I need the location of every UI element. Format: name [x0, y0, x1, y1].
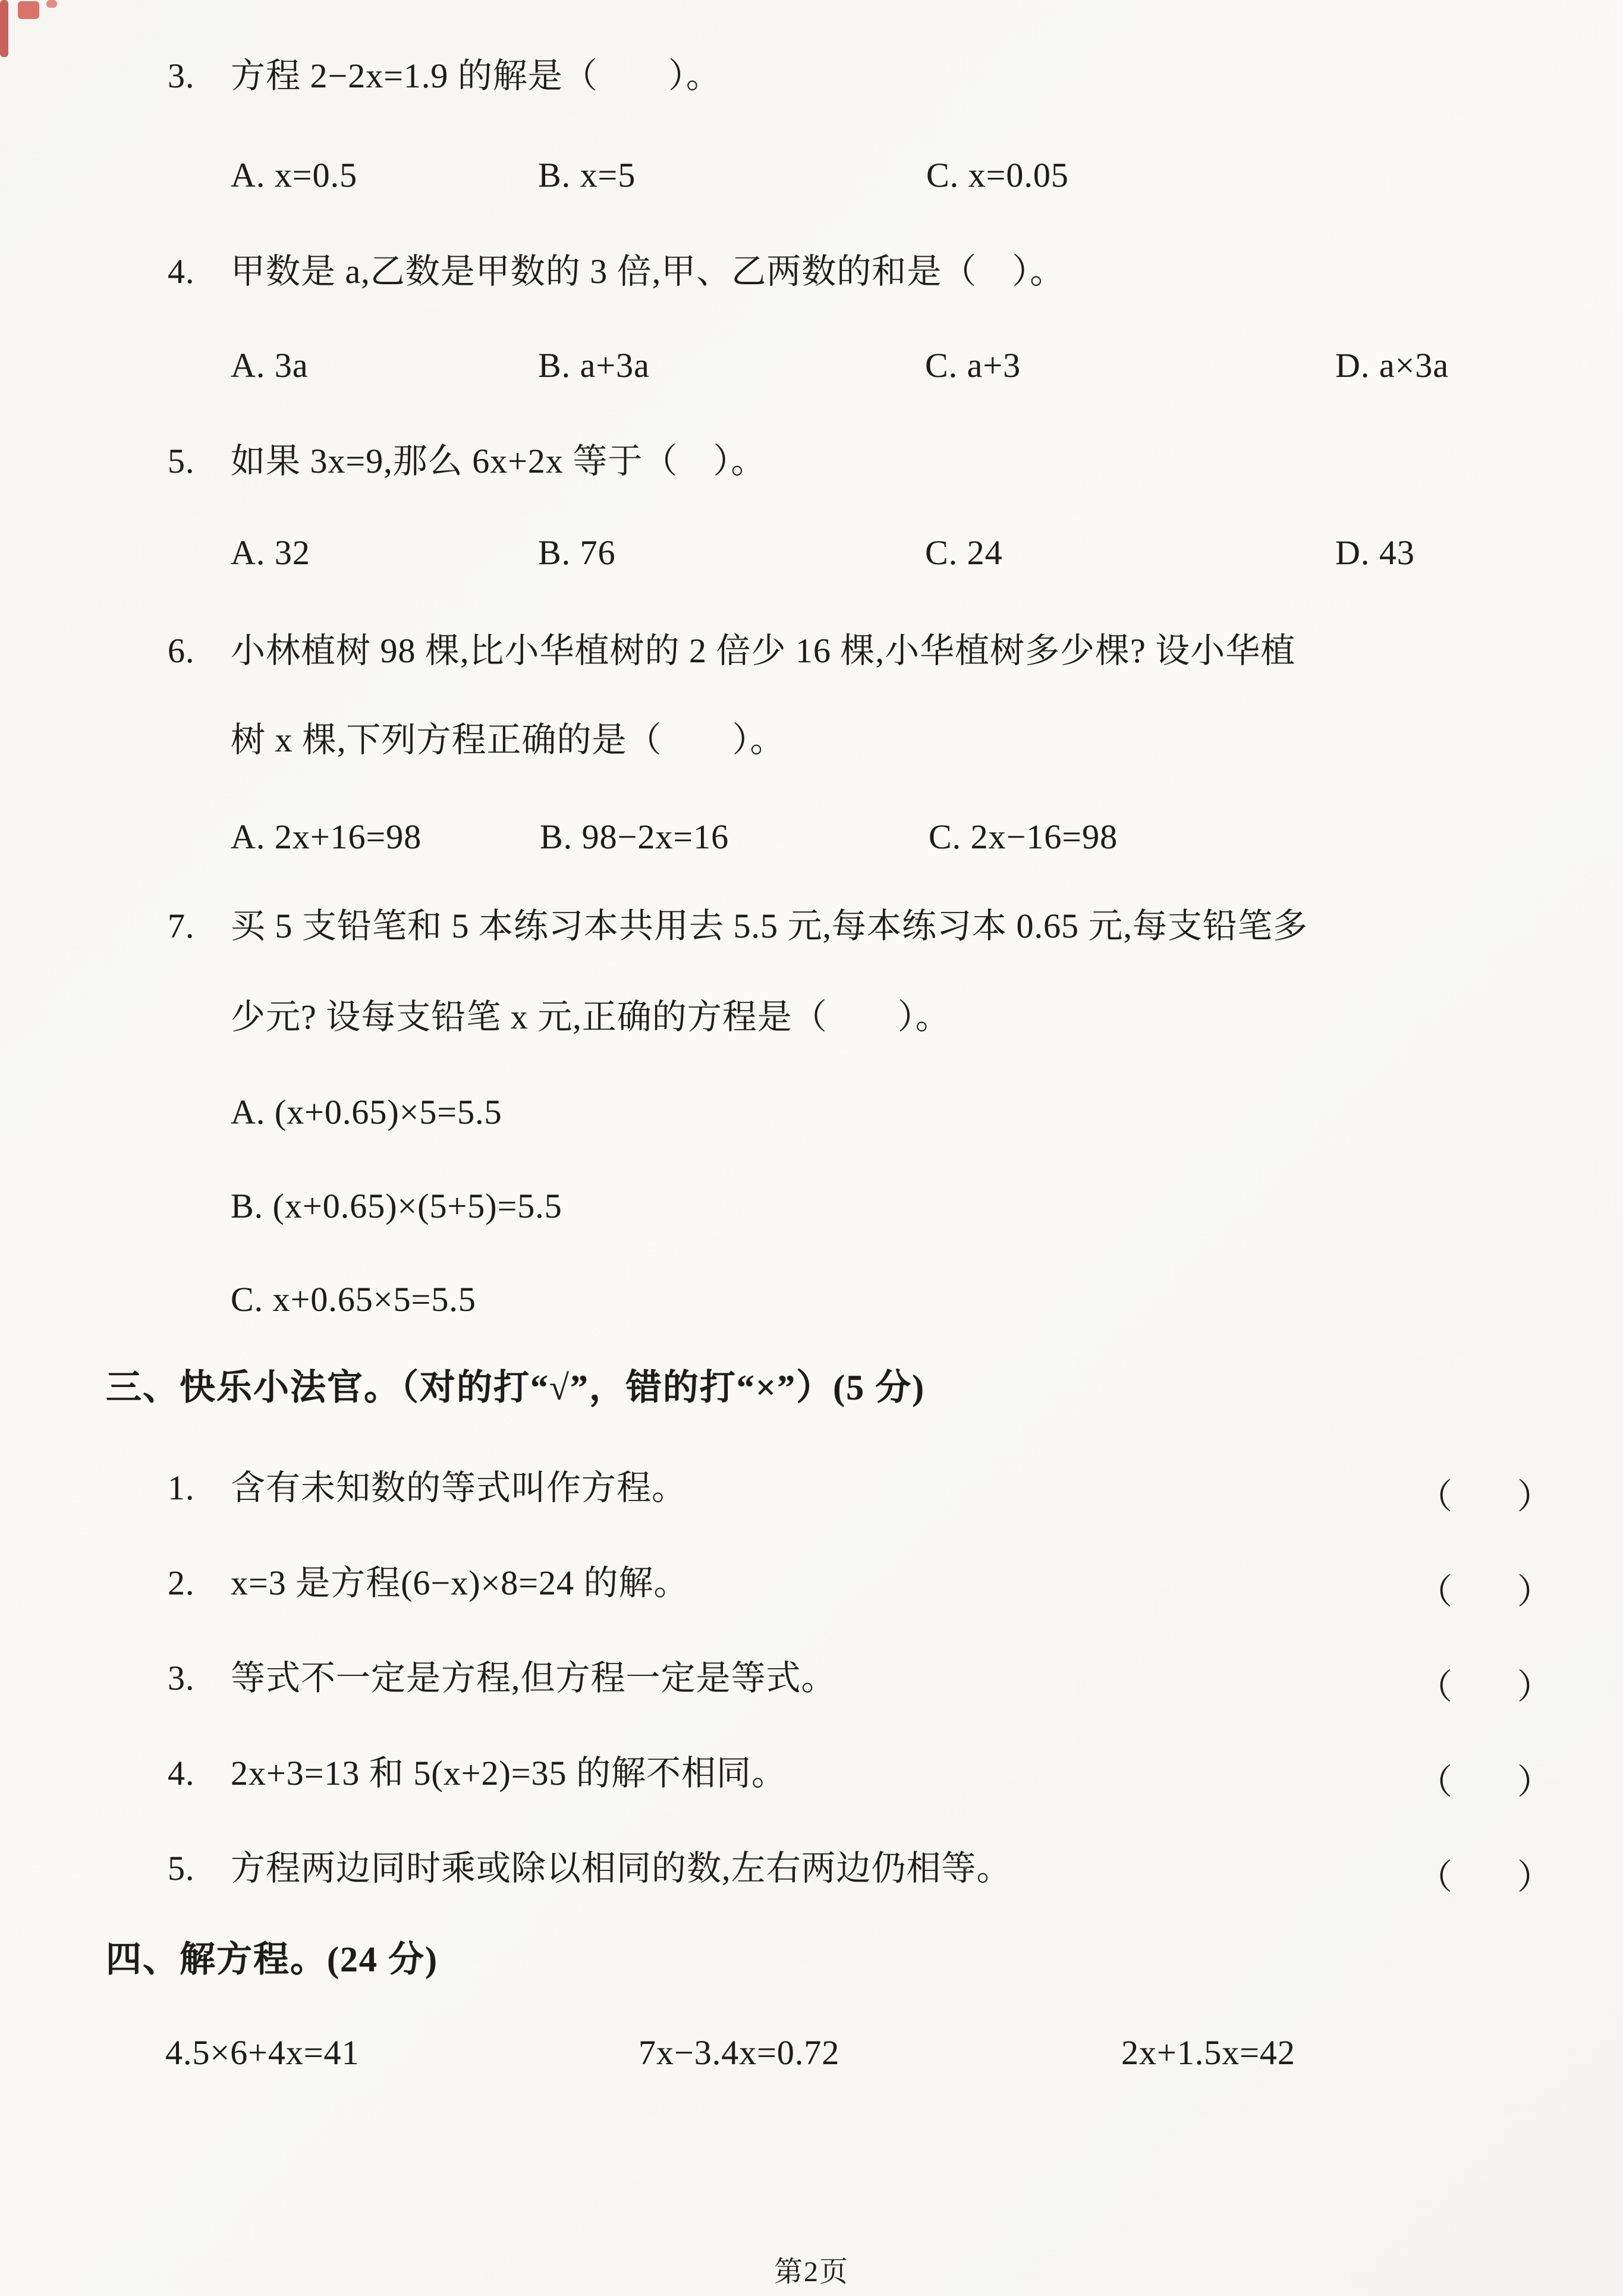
- judge-item-1: [168, 1468, 687, 1508]
- question-4-option-d: D. a×3a: [1335, 346, 1449, 385]
- judge-item-2-answer-blank: [1418, 1564, 1552, 1614]
- question-6-option-a: A. 2x+16=98: [231, 817, 422, 856]
- question-3-option-b: B. x=5: [538, 156, 636, 194]
- question-7-option-b: B. (x+0.65)×(5+5)=5.5: [231, 1187, 562, 1225]
- scan-artifact: [0, 0, 8, 57]
- question-5: [168, 442, 766, 482]
- judge-item-4-number: 4.: [168, 1754, 195, 1792]
- judge-item-5-number: 5.: [168, 1849, 195, 1888]
- judge-item-5-text: 方程两边同时乘或除以相同的数,左右两边仍相等。: [231, 1849, 1012, 1888]
- question-7-option-a: A. (x+0.65)×5=5.5: [231, 1093, 502, 1131]
- question-3-text: 方程 2−2x=1.9 的解是（ ）。: [231, 56, 721, 95]
- question-4-option-c: C. a+3: [925, 346, 1021, 385]
- section-3-header: 三、快乐小法官。（对的打“√”，错的打“×”）(5 分): [106, 1368, 926, 1407]
- question-4: [168, 252, 1065, 292]
- judge-item-4: [168, 1754, 787, 1794]
- solve-equation-3: 2x+1.5x=42: [1121, 2033, 1295, 2072]
- scan-artifact: [18, 1, 39, 19]
- judge-item-2-text: x=3 是方程(6−x)×8=24 的解。: [231, 1564, 689, 1602]
- question-7-text-line2: 少元? 设每支铅笔 x 元,正确的方程是（ ）。: [231, 998, 951, 1036]
- judge-item-5-answer-blank: [1418, 1849, 1552, 1899]
- page-number: 第2页: [773, 2256, 849, 2288]
- open-paren: （: [1418, 1477, 1453, 1516]
- question-3-option-a: A. x=0.5: [231, 156, 358, 194]
- judge-item-4-text: 2x+3=13 和 5(x+2)=35 的解不相同。: [231, 1754, 787, 1792]
- judge-item-3: [168, 1659, 836, 1699]
- question-6-number: 6.: [168, 631, 195, 670]
- open-paren: （: [1418, 1668, 1453, 1706]
- question-5-option-a: A. 32: [231, 533, 310, 572]
- question-4-number: 4.: [168, 252, 195, 291]
- question-6-text-line1: 小林植树 98 棵,比小华植树的 2 倍少 16 棵,小华植树多少棵? 设小华植: [231, 631, 1296, 670]
- question-6-text-line2: 树 x 棵,下列方程正确的是（ ）。: [231, 721, 785, 759]
- question-5-option-d: D. 43: [1335, 533, 1415, 572]
- judge-item-1-number: 1.: [168, 1468, 195, 1507]
- question-6-option-b: B. 98−2x=16: [540, 817, 729, 856]
- question-5-option-b: B. 76: [538, 533, 616, 572]
- close-paren: ）: [1517, 1477, 1552, 1516]
- open-paren: （: [1418, 1572, 1453, 1611]
- open-paren: （: [1418, 1858, 1453, 1896]
- question-3-option-c: C. x=0.05: [926, 156, 1069, 194]
- open-paren: （: [1418, 1763, 1453, 1801]
- judge-item-2-number: 2.: [168, 1564, 195, 1602]
- question-6: [168, 631, 1295, 671]
- question-4-option-b: B. a+3a: [538, 346, 650, 385]
- judge-item-1-text: 含有未知数的等式叫作方程。: [231, 1468, 687, 1507]
- solve-equation-1: 4.5×6+4x=41: [165, 2033, 360, 2072]
- question-4-option-a: A. 3a: [231, 346, 309, 385]
- close-paren: ）: [1517, 1858, 1552, 1896]
- question-5-option-c: C. 24: [925, 533, 1003, 572]
- question-6-option-c: C. 2x−16=98: [929, 817, 1118, 856]
- question-7-text-line1: 买 5 支铅笔和 5 本练习本共用去 5.5 元,每本练习本 0.65 元,每支铅笔多: [231, 907, 1309, 945]
- close-paren: ）: [1517, 1572, 1552, 1611]
- question-5-number: 5.: [168, 442, 195, 480]
- close-paren: ）: [1517, 1668, 1552, 1706]
- close-paren: ）: [1517, 1763, 1552, 1801]
- judge-item-3-answer-blank: [1418, 1659, 1552, 1709]
- solve-equation-2: 7x−3.4x=0.72: [638, 2033, 840, 2072]
- scan-artifact: [46, 0, 57, 8]
- section-4-header: 四、解方程。(24 分): [106, 1940, 438, 1979]
- question-5-text: 如果 3x=9,那么 6x+2x 等于（ ）。: [231, 442, 766, 480]
- question-3-number: 3.: [168, 56, 195, 95]
- question-3: [168, 56, 721, 96]
- judge-item-2: [168, 1564, 688, 1603]
- judge-item-1-answer-blank: [1418, 1468, 1552, 1518]
- question-7: [168, 907, 1308, 946]
- judge-item-4-answer-blank: [1418, 1754, 1552, 1804]
- question-7-number: 7.: [168, 907, 195, 945]
- judge-item-3-number: 3.: [168, 1659, 195, 1697]
- question-4-text: 甲数是 a,乙数是甲数的 3 倍,甲、乙两数的和是（ ）。: [231, 252, 1065, 291]
- judge-item-3-text: 等式不一定是方程,但方程一定是等式。: [231, 1659, 836, 1697]
- judge-item-5: [168, 1849, 1012, 1889]
- question-7-option-c: C. x+0.65×5=5.5: [231, 1280, 476, 1319]
